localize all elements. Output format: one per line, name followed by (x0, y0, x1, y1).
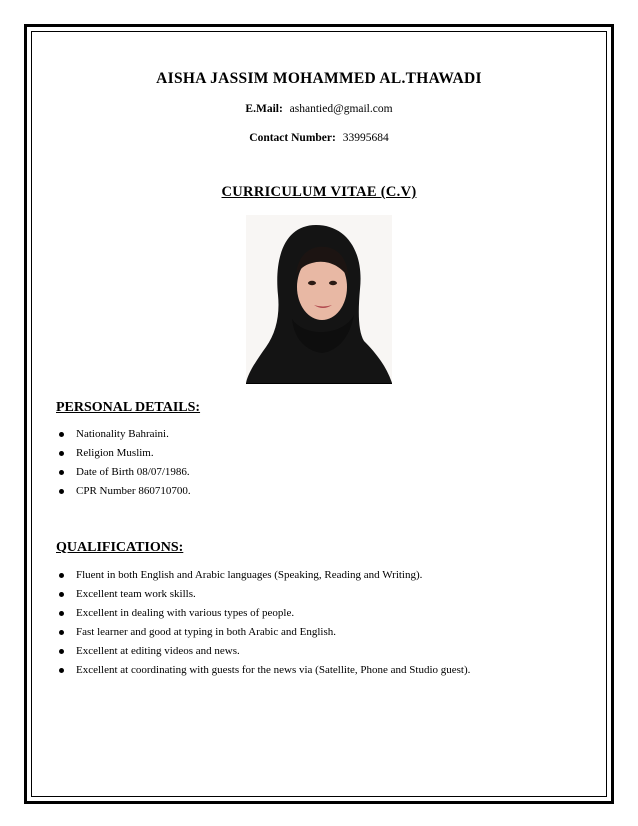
qualifications-heading: QUALIFICATIONS: (56, 540, 184, 555)
list-item-text: Excellent at coordinating with guests for the news via (Satellite, Phone and Studio guest). (76, 664, 471, 676)
list-item (56, 568, 470, 587)
list-item (56, 644, 470, 663)
bullet-icon (59, 668, 64, 673)
bullet-icon (59, 573, 64, 578)
profile-photo-illustration (246, 215, 392, 383)
list-item-text: Fast learner and good at typing in both Arabic and English. (76, 626, 336, 638)
phone-label: Contact Number: (249, 132, 336, 144)
bullet-icon (59, 592, 64, 597)
list-item-text: Excellent team work skills. (76, 588, 196, 600)
phone-line (0, 132, 638, 144)
bullet-icon (59, 432, 64, 437)
list-item-text: Date of Birth 08/07/1986. (76, 466, 190, 478)
bullet-icon (59, 489, 64, 494)
list-item (56, 625, 470, 644)
bullet-icon (59, 611, 64, 616)
bullet-icon (59, 451, 64, 456)
list-item-text: Fluent in both English and Arabic languages (Speaking, Reading and Writing). (76, 569, 423, 581)
bullet-icon (59, 470, 64, 475)
cv-title: CURRICULUM VITAE (C.V) (221, 184, 417, 200)
bullet-icon (59, 630, 64, 635)
profile-photo (246, 215, 392, 383)
qualifications-list (56, 568, 470, 682)
list-item-text: Excellent in dealing with various types of people. (76, 607, 295, 619)
list-item-text: CPR Number 860710700. (76, 485, 191, 497)
personal-details-list (56, 427, 191, 503)
list-item (56, 484, 191, 503)
list-item (56, 465, 191, 484)
personal-details-heading: PERSONAL DETAILS: (56, 400, 201, 415)
phone-value: 33995684 (342, 132, 389, 144)
list-item (56, 427, 191, 446)
list-item (56, 587, 470, 606)
list-item (56, 446, 191, 465)
list-item-text: Excellent at editing videos and news. (76, 645, 240, 657)
candidate-name: AISHA JASSIM MOHAMMED AL.THAWADI (156, 70, 482, 87)
email-label: E.Mail: (245, 103, 283, 115)
list-item (56, 606, 470, 625)
list-item (56, 663, 470, 682)
bullet-icon (59, 649, 64, 654)
list-item-text: Religion Muslim. (76, 447, 154, 459)
email-value[interactable]: ashantied@gmail.com (289, 103, 393, 115)
photo-underline (246, 383, 392, 384)
email-line (0, 103, 638, 115)
list-item-text: Nationality Bahraini. (76, 428, 169, 440)
